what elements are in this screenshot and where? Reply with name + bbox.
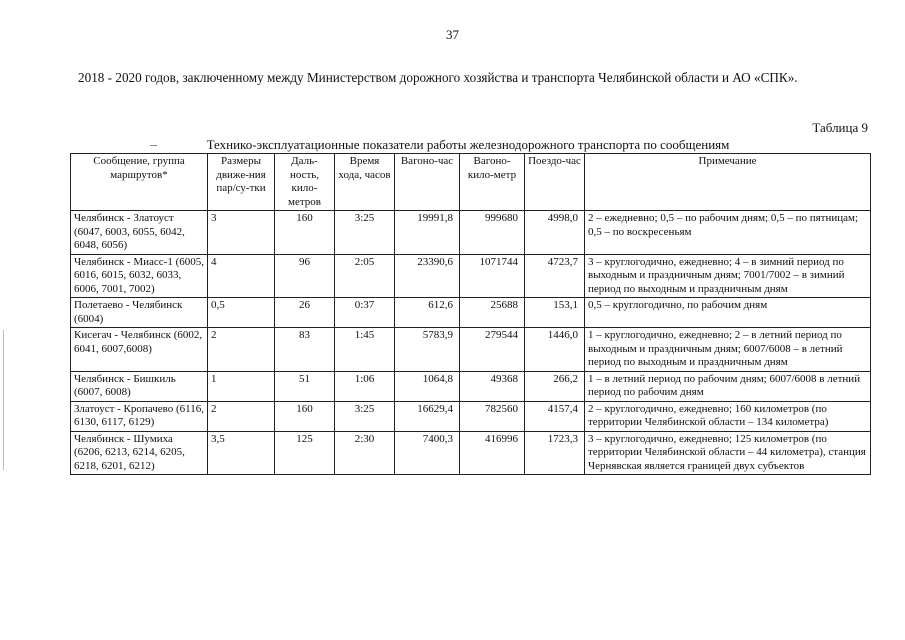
pairs-cell: 0,5 bbox=[208, 298, 275, 328]
time-cell: 0:37 bbox=[335, 298, 395, 328]
note-cell: 2 – ежедневно; 0,5 – по рабочим дням; 0,5 – по пятницам; 0,5 – по воскресеньям bbox=[585, 211, 871, 255]
scan-edge bbox=[3, 330, 4, 470]
table-row bbox=[71, 211, 871, 255]
note-cell: 1 – в летний период по рабочим дням; 6007/6008 в летний период по рабочим дням bbox=[585, 371, 871, 401]
distance-cell: 125 bbox=[275, 431, 335, 475]
header-row bbox=[71, 154, 871, 211]
wagon-hours-cell: 1064,8 bbox=[395, 371, 460, 401]
table-label: Таблица 9 bbox=[812, 120, 868, 135]
wagon-km-cell: 49368 bbox=[460, 371, 525, 401]
note-cell: 3 – круглогодично, ежедневно; 125 километров (по территории Челябинской области – 44 километра), станция Чернявская является границей двух субъектов bbox=[585, 431, 871, 475]
distance-cell: 160 bbox=[275, 401, 335, 431]
wagon-hours-cell: 16629,4 bbox=[395, 401, 460, 431]
distance-cell: 96 bbox=[275, 254, 335, 298]
distance-cell: 26 bbox=[275, 298, 335, 328]
pairs-cell: 2 bbox=[208, 328, 275, 372]
indicators-table bbox=[70, 153, 871, 475]
header-pairs: Размеры движе-ния пар/су-тки bbox=[208, 154, 275, 211]
table-row bbox=[71, 254, 871, 298]
route-cell: Златоуст - Кропачево (6116, 6130, 6117, 6129) bbox=[71, 401, 208, 431]
wagon-km-cell: 279544 bbox=[460, 328, 525, 372]
wagon-km-cell: 1071744 bbox=[460, 254, 525, 298]
wagon-hours-cell: 19991,8 bbox=[395, 211, 460, 255]
header-time: Время хода, часов bbox=[335, 154, 395, 211]
page-number: 37 bbox=[446, 27, 459, 42]
train-hours-cell: 153,1 bbox=[525, 298, 585, 328]
train-hours-cell: 4157,4 bbox=[525, 401, 585, 431]
table-row bbox=[71, 328, 871, 372]
time-cell: 2:05 bbox=[335, 254, 395, 298]
pairs-cell: 1 bbox=[208, 371, 275, 401]
time-cell: 2:30 bbox=[335, 431, 395, 475]
route-cell: Челябинск - Бишкиль (6007, 6008) bbox=[71, 371, 208, 401]
table-title: Технико-эксплуатационные показатели работы железнодорожного транспорта по сообщениям bbox=[206, 137, 730, 152]
train-hours-cell: 4998,0 bbox=[525, 211, 585, 255]
time-cell: 1:45 bbox=[335, 328, 395, 372]
intro-paragraph: 2018 - 2020 годов, заключенному между Министерством дорожного хозяйства и транспорта Челябинской области и АО «СПК». bbox=[78, 70, 798, 85]
distance-cell: 83 bbox=[275, 328, 335, 372]
note-cell: 1 – круглогодично, ежедневно; 2 – в летний период по выходным и праздничным дням; 6007/6008 – в летний период по выходным и праздничным дням bbox=[585, 328, 871, 372]
time-cell: 3:25 bbox=[335, 211, 395, 255]
route-cell: Челябинск - Шумиха (6206, 6213, 6214, 6205, 6218, 6201, 6212) bbox=[71, 431, 208, 475]
wagon-hours-cell: 23390,6 bbox=[395, 254, 460, 298]
header-distance: Даль-ность, кило-метров bbox=[275, 154, 335, 211]
pairs-cell: 2 bbox=[208, 401, 275, 431]
header-note: Примечание bbox=[585, 154, 871, 211]
wagon-hours-cell: 7400,3 bbox=[395, 431, 460, 475]
table-row bbox=[71, 298, 871, 328]
route-cell: Челябинск - Миасс-1 (6005, 6016, 6015, 6032, 6033, 6006, 7001, 7002) bbox=[71, 254, 208, 298]
note-cell: 2 – круглогодично, ежедневно; 160 километров (по территории Челябинской области – 134 километра) bbox=[585, 401, 871, 431]
route-cell: Кисегач - Челябинск (6002, 6041, 6007,6008) bbox=[71, 328, 208, 372]
route-cell: Полетаево - Челябинск (6004) bbox=[71, 298, 208, 328]
wagon-km-cell: 999680 bbox=[460, 211, 525, 255]
train-hours-cell: 4723,7 bbox=[525, 254, 585, 298]
table-row bbox=[71, 371, 871, 401]
pairs-cell: 3,5 bbox=[208, 431, 275, 475]
wagon-km-cell: 25688 bbox=[460, 298, 525, 328]
wagon-km-cell: 416996 bbox=[460, 431, 525, 475]
distance-cell: 160 bbox=[275, 211, 335, 255]
wagon-hours-cell: 5783,9 bbox=[395, 328, 460, 372]
route-cell: Челябинск - Златоуст (6047, 6003, 6055, 6042, 6048, 6056) bbox=[71, 211, 208, 255]
header-wagon-km: Вагоно-кило-метр bbox=[460, 154, 525, 211]
train-hours-cell: 266,2 bbox=[525, 371, 585, 401]
time-cell: 3:25 bbox=[335, 401, 395, 431]
wagon-km-cell: 782560 bbox=[460, 401, 525, 431]
header-wagon-hours: Вагоно-час bbox=[395, 154, 460, 211]
header-train-hours: Поездо-час bbox=[525, 154, 585, 211]
pairs-cell: 4 bbox=[208, 254, 275, 298]
time-cell: 1:06 bbox=[335, 371, 395, 401]
table-row bbox=[71, 431, 871, 475]
note-cell: 0,5 – круглогодично, по рабочим дням bbox=[585, 298, 871, 328]
train-hours-cell: 1723,3 bbox=[525, 431, 585, 475]
note-cell: 3 – круглогодично, ежедневно; 4 – в зимний период по выходным и праздничным дням; 7001/7002 – в зимний период по выходным и праздничным дням bbox=[585, 254, 871, 298]
pairs-cell: 3 bbox=[208, 211, 275, 255]
table-row bbox=[71, 401, 871, 431]
header-route: Сообщение, группа маршрутов* bbox=[71, 154, 208, 211]
train-hours-cell: 1446,0 bbox=[525, 328, 585, 372]
distance-cell: 51 bbox=[275, 371, 335, 401]
wagon-hours-cell: 612,6 bbox=[395, 298, 460, 328]
